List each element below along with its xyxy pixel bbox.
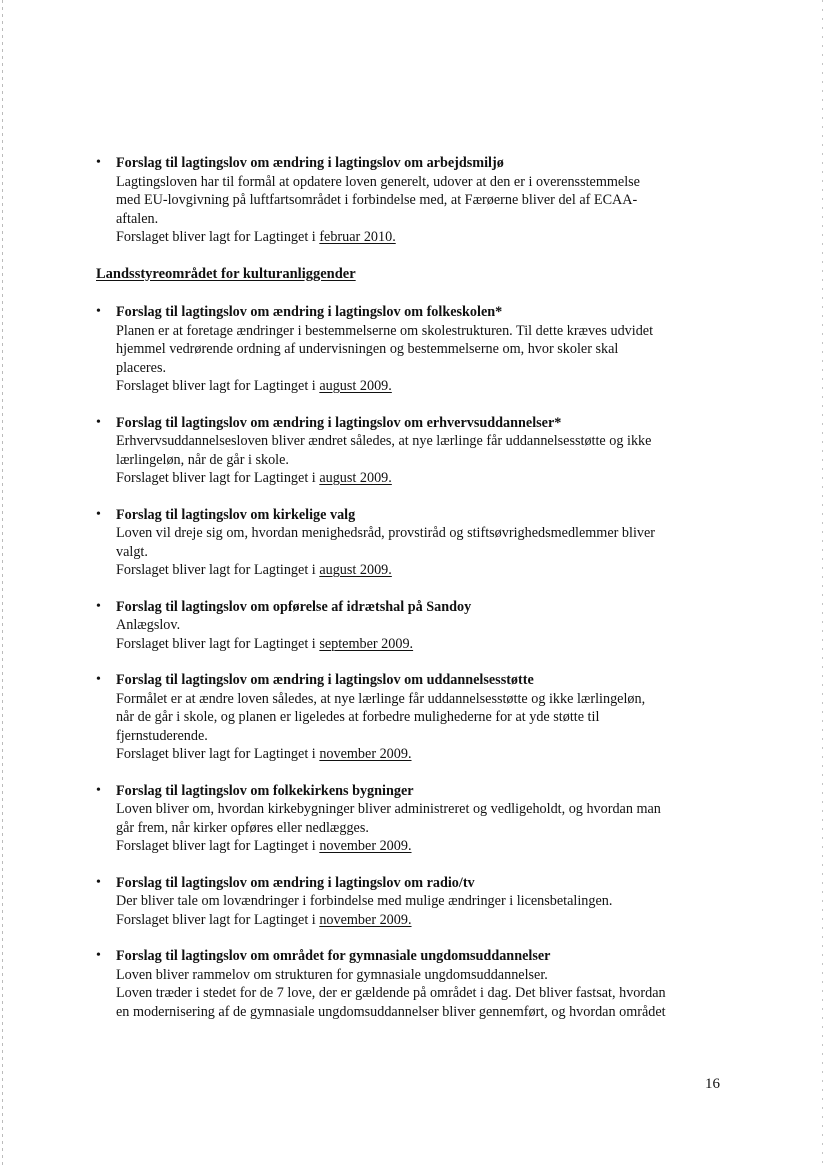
bullet-icon: •	[96, 782, 101, 798]
proposal-text-line: Anlægslov.	[116, 617, 181, 633]
proposal-submitted-line	[116, 837, 731, 856]
bullet-icon: •	[96, 672, 101, 687]
proposal-submitted-line	[116, 635, 731, 654]
submitted-prefix: Forslaget bliver lagt for Lagtinget i	[116, 378, 320, 394]
proposal-title: Forslag til lagtingslov om ændring i lagtingslov om arbejdsmiljø	[116, 155, 504, 171]
section-heading: Landsstyreområdet for kulturanliggender	[96, 265, 356, 282]
submitted-prefix: Forslaget bliver lagt for Lagtinget i	[116, 229, 320, 245]
submitted-prefix: Forslaget bliver lagt for Lagtinget i	[116, 635, 320, 652]
proposal-text-line: med EU-lovgivning på luftfartsområdet i forbindelse med, at Færøerne bliver del af ECAA-	[116, 192, 638, 208]
proposal-item-idraetshal	[96, 598, 731, 654]
submitted-date: november 2009.	[319, 838, 412, 854]
proposal-title: Forslag til lagtingslov om kirkelige valg	[116, 506, 356, 523]
proposal-title: Forslag til lagtingslov om ændring i lagtingslov om folkeskolen*	[116, 304, 503, 320]
submitted-date: februar 2010.	[319, 229, 396, 245]
document-body	[96, 150, 731, 1021]
proposal-text-line: går frem, når kirker opføres eller nedlægges.	[116, 819, 369, 836]
scan-edge-right	[822, 0, 823, 1168]
proposal-text-line: fjernstuderende.	[116, 727, 208, 744]
proposal-item-radio-tv	[96, 874, 731, 930]
proposal-submitted-line	[116, 911, 731, 930]
bullet-icon: •	[96, 506, 101, 522]
proposal-item-gymnasiale	[96, 947, 731, 1021]
submitted-prefix: Forslaget bliver lagt for Lagtinget i	[116, 470, 320, 486]
proposal-text-line: Lagtingsloven har til formål at opdatere loven generelt, udover at den er i overensstemmelse	[116, 173, 640, 190]
proposal-text-line: Loven vil dreje sig om, hvordan menighedsråd, provstiråd og stiftsøvrighedsmedlemmer bliver	[116, 525, 656, 541]
scan-edge-left	[2, 0, 3, 1168]
proposal-item-uddannelsesstotte	[96, 671, 731, 764]
proposal-text-line: Loven bliver rammelov om strukturen for gymnasiale ungdomsuddannelser.	[116, 966, 548, 983]
submitted-date: september 2009.	[319, 635, 414, 652]
submitted-date: november 2009.	[319, 746, 412, 762]
proposal-item-kirkebygninger	[96, 782, 731, 856]
proposal-title: Forslag til lagtingslov om ændring i lagtingslov om radio/tv	[116, 874, 475, 891]
bullet-icon: •	[96, 874, 101, 890]
proposal-text-line: lærlingeløn, når de går i skole.	[116, 451, 289, 468]
page-number: 16	[705, 1076, 720, 1092]
submitted-prefix: Forslaget bliver lagt for Lagtinget i	[116, 562, 320, 578]
proposal-text-line: Loven bliver om, hvordan kirkebygninger bliver administreret og vedligeholdt, og hvordan man	[116, 801, 661, 817]
proposal-submitted-line	[116, 469, 731, 488]
proposal-text-line: hjemmel vedrørende ordning af undervisningen og bestemmelserne om, hvor skoler skal	[116, 341, 619, 357]
bullet-icon: •	[96, 948, 101, 963]
proposal-item-arbejdsmiljo	[96, 154, 731, 247]
bullet-icon: •	[96, 414, 101, 430]
proposal-text-line: aftalen.	[116, 210, 159, 227]
submitted-prefix: Forslaget bliver lagt for Lagtinget i	[116, 911, 320, 928]
proposal-text-line: Erhvervsuddannelsesloven bliver ændret således, at nye lærlinge får uddannelsesstøtte og ikke	[116, 433, 652, 449]
proposal-submitted-line	[116, 561, 731, 580]
proposal-item-erhvervsuddannelser	[96, 414, 731, 488]
proposal-title: Forslag til lagtingslov om ændring i lagtingslov om uddannelsesstøtte	[116, 672, 534, 688]
bullet-icon: •	[96, 304, 101, 319]
submitted-date: november 2009.	[319, 911, 412, 928]
proposal-text-line: en modernisering af de gymnasiale ungdomsuddannelser bliver gennemført, og hvordan området	[116, 1003, 666, 1020]
submitted-date: august 2009.	[319, 470, 392, 486]
proposal-title: Forslag til lagtingslov om opførelse af idrætshal på Sandoy	[116, 598, 472, 615]
submitted-date: august 2009.	[319, 378, 392, 394]
proposal-title: Forslag til lagtingslov om området for gymnasiale ungdomsuddannelser	[116, 948, 551, 964]
proposal-item-folkeskolen	[96, 303, 731, 396]
submitted-prefix: Forslaget bliver lagt for Lagtinget i	[116, 746, 320, 762]
proposal-text-line: Der bliver tale om lovændringer i forbindelse med mulige ændringer i licensbetalingen.	[116, 893, 613, 909]
proposal-submitted-line	[116, 377, 731, 396]
proposal-text-line: placeres.	[116, 359, 167, 376]
proposal-text-line: valgt.	[116, 543, 148, 560]
proposal-text-line: Loven træder i stedet for de 7 love, der er gældende på området i dag. Det bliver fastsat, hvordan	[116, 985, 666, 1001]
submitted-date: august 2009.	[319, 562, 392, 578]
proposal-text-line: når de går i skole, og planen er ligeledes at forbedre mulighederne for at yde støtte til	[116, 709, 600, 725]
proposal-item-kirkelige-valg	[96, 506, 731, 580]
bullet-icon: •	[96, 155, 101, 170]
proposal-text-line: Planen er at foretage ændringer i bestemmelserne om skolestrukturen. Til dette kræves udvidet	[116, 322, 654, 339]
proposal-title: Forslag til lagtingslov om folkekirkens bygninger	[116, 782, 414, 799]
submitted-prefix: Forslaget bliver lagt for Lagtinget i	[116, 838, 320, 854]
proposal-submitted-line	[116, 745, 731, 764]
proposal-text-line: Formålet er at ændre loven således, at nye lærlinge får uddannelsesstøtte og ikke lærlingeløn,	[116, 690, 646, 707]
proposal-title: Forslag til lagtingslov om ændring i lagtingslov om erhvervsuddannelser*	[116, 414, 562, 431]
proposal-submitted-line	[116, 228, 731, 247]
bullet-icon: •	[96, 598, 101, 614]
